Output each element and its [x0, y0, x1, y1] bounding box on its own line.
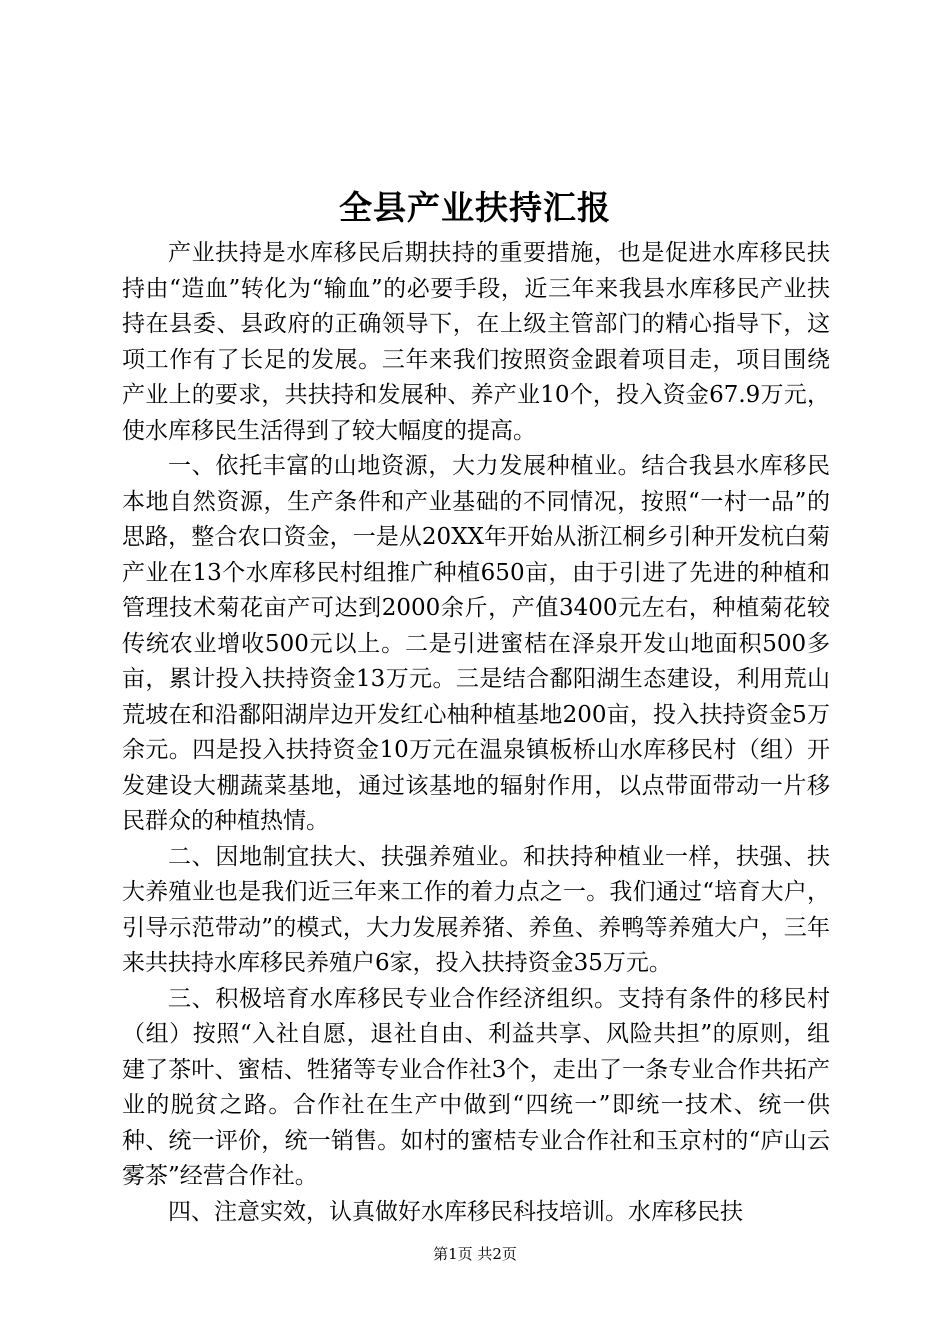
- paragraph-training: 四、注意实效，认真做好水库移民科技培训。水库移民扶: [168, 1198, 743, 1225]
- paragraph-intro: 产业扶持是水库移民后期扶持的重要措施，也是促进水库移民扶持由“造血”转化为“输血”的必要手段，近三年来我县水库移民产业扶持在县委、县政府的正确领导下，在上级主管部门的精心指导下，这项工作有了长足的发展。三年来我们按照资金跟着项目走，项目围绕产业上的要求，共扶持和发展种、养产业10个，投入资金67.9万元，使水库移民生活得到了较大幅度的提高。: [122, 240, 830, 444]
- paragraph-planting: 一、依托丰富的山地资源，大力发展种植业。结合我县水库移民本地自然资源，生产条件和产业基础的不同情况，按照“一村一品”的思路，整合农口资金，一是从20XX年开始从浙江桐乡引种开发杭白菊产业在13个水库移民村组推广种植650亩，由于引进了先进的种植和管理技术菊花亩产可达到2000余斤，产值3400元左右，种植菊花较传统农业增收500元以上。二是引进蜜桔在泽泉开发山地面积500多亩，累计投入扶持资金13万元。三是结合鄱阳湖生态建设，利用荒山荒坡在和沿鄱阳湖岸边开发红心柚种植基地200亩，投入扶持资金5万余元。四是投入扶持资金10万元在温泉镇板桥山水库移民村（组）开发建设大棚蔬菜基地，通过该基地的辐射作用，以点带面带动一片移民群众的种植热情。: [122, 453, 830, 834]
- paragraph-breeding: 二、因地制宜扶大、扶强养殖业。和扶持种植业一样，扶强、扶大养殖业也是我们近三年来工作的着力点之一。我们通过“培育大户，引导示范带动”的模式，大力发展养猪、养鱼、养鸭等养殖大户，三年来共扶持水库移民养殖户6家，投入扶持资金35万元。: [122, 843, 830, 976]
- document-body: [122, 236, 830, 1230]
- paragraph-cooperatives: 三、积极培育水库移民专业合作经济组织。支持有条件的移民村（组）按照“入社自愿，退社自由、利益共享、风险共担”的原则，组建了茶叶、蜜桔、牲猪等专业合作社3个，走出了一条专业合作共拓产业的脱贫之路。合作社在生产中做到“四统一”即统一技术、统一供种、统一评价，统一销售。如村的蜜桔专业合作社和玉京村的“庐山云雾茶”经营合作社。: [122, 985, 830, 1189]
- document-title: 全县产业扶持汇报: [339, 188, 611, 227]
- page-footer: 第1页 共2页: [433, 1245, 517, 1263]
